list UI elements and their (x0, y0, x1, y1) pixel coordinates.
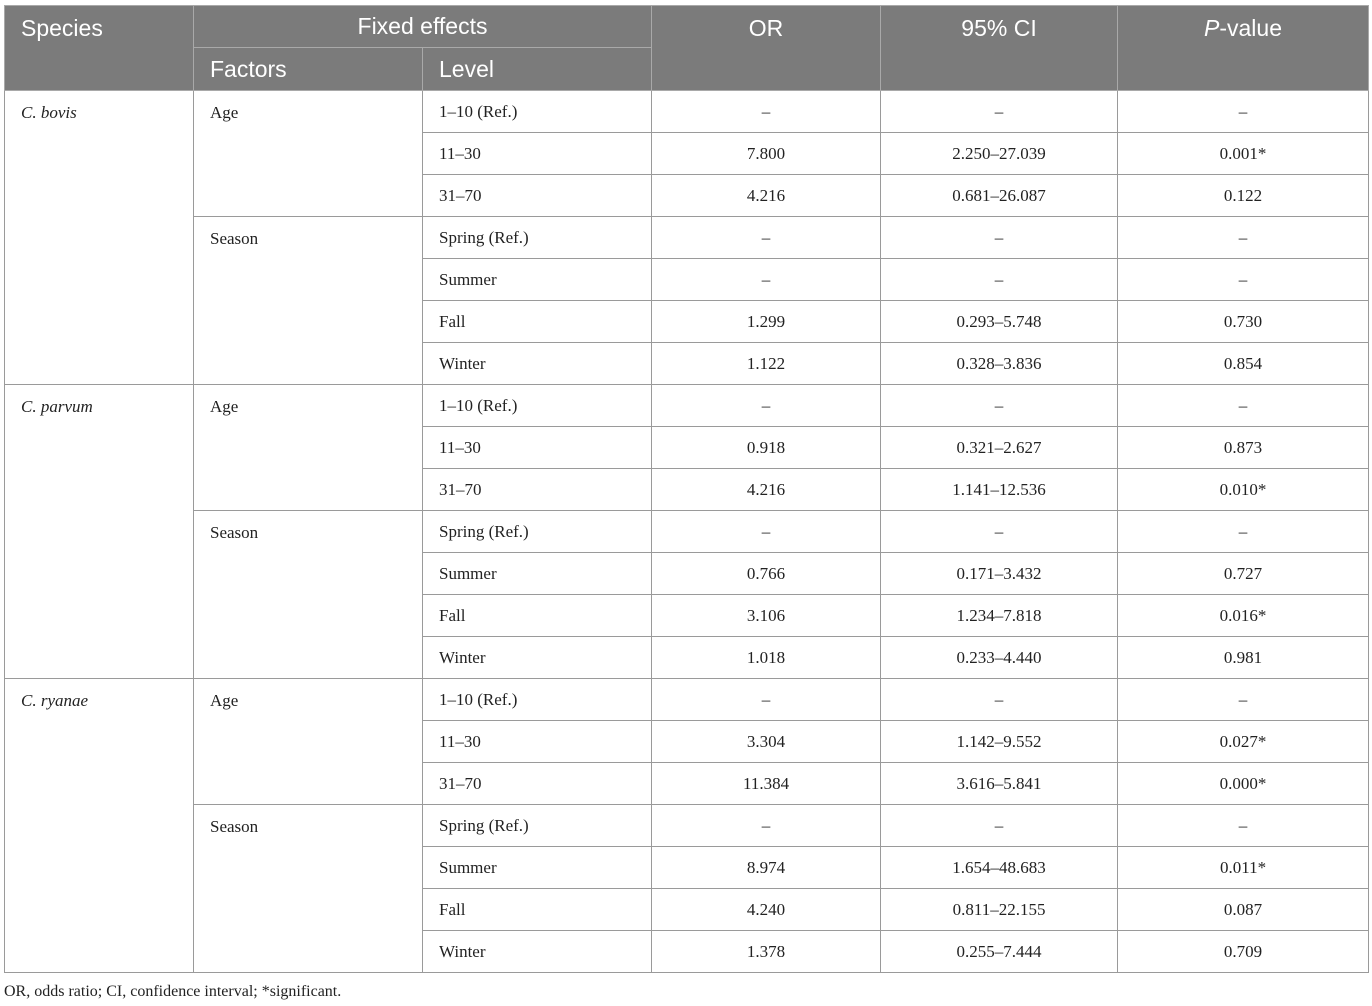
header-p-suffix: -value (1219, 15, 1283, 41)
header-p-prefix: P (1204, 15, 1220, 41)
level-cell: 11–30 (423, 427, 652, 469)
level-cell: Summer (423, 553, 652, 595)
species-cell: C. ryanae (5, 679, 194, 973)
level-cell: 31–70 (423, 175, 652, 217)
or-cell: 1.299 (652, 301, 881, 343)
p-value-cell: 0.016* (1118, 595, 1369, 637)
or-cell: 0.766 (652, 553, 881, 595)
p-value-cell: – (1118, 259, 1369, 301)
table-row (5, 679, 1369, 721)
ci-cell: 1.654–48.683 (881, 847, 1118, 889)
p-value-cell: – (1118, 385, 1369, 427)
ci-cell: 0.293–5.748 (881, 301, 1118, 343)
p-value-cell: 0.001* (1118, 133, 1369, 175)
p-value-cell: – (1118, 91, 1369, 133)
or-cell: 7.800 (652, 133, 881, 175)
level-cell: Winter (423, 931, 652, 973)
p-value-cell: – (1118, 217, 1369, 259)
table-header (5, 6, 1369, 91)
or-cell: – (652, 385, 881, 427)
level-cell: Summer (423, 847, 652, 889)
or-cell: 4.216 (652, 175, 881, 217)
species-cell: C. parvum (5, 385, 194, 679)
p-value-cell: 0.730 (1118, 301, 1369, 343)
or-cell: 0.918 (652, 427, 881, 469)
table-row (5, 511, 1369, 553)
level-cell: 1–10 (Ref.) (423, 679, 652, 721)
level-cell: 11–30 (423, 721, 652, 763)
header-or: OR (652, 6, 881, 91)
table-row (5, 805, 1369, 847)
ci-cell: 3.616–5.841 (881, 763, 1118, 805)
level-cell: Spring (Ref.) (423, 805, 652, 847)
or-cell: 3.304 (652, 721, 881, 763)
ci-cell: 1.141–12.536 (881, 469, 1118, 511)
header-p-value (1118, 6, 1369, 91)
level-cell: Winter (423, 343, 652, 385)
or-cell: – (652, 805, 881, 847)
ci-cell: 0.811–22.155 (881, 889, 1118, 931)
level-cell: Fall (423, 889, 652, 931)
p-value-cell: 0.011* (1118, 847, 1369, 889)
p-value-cell: 0.873 (1118, 427, 1369, 469)
header-ci: 95% CI (881, 6, 1118, 91)
ci-cell: – (881, 511, 1118, 553)
ci-cell: 2.250–27.039 (881, 133, 1118, 175)
ci-cell: 0.321–2.627 (881, 427, 1118, 469)
factor-cell: Season (194, 217, 423, 385)
ci-cell: 0.328–3.836 (881, 343, 1118, 385)
table-footnote: OR, odds ratio; CI, confidence interval; *significant. (4, 983, 342, 1000)
ci-cell: 1.234–7.818 (881, 595, 1118, 637)
level-cell: Spring (Ref.) (423, 217, 652, 259)
table-row (5, 385, 1369, 427)
table-row (5, 91, 1369, 133)
or-cell: 4.240 (652, 889, 881, 931)
header-species: Species (5, 6, 194, 91)
header-factors: Factors (194, 48, 423, 91)
header-fixed-effects: Fixed effects (194, 6, 652, 48)
table-row (5, 217, 1369, 259)
level-cell: Fall (423, 595, 652, 637)
or-cell: – (652, 511, 881, 553)
factor-cell: Age (194, 679, 423, 805)
or-cell: 4.216 (652, 469, 881, 511)
factor-cell: Age (194, 91, 423, 217)
level-cell: 1–10 (Ref.) (423, 91, 652, 133)
or-cell: – (652, 217, 881, 259)
ci-cell: – (881, 259, 1118, 301)
p-value-cell: 0.000* (1118, 763, 1369, 805)
p-value-cell: 0.981 (1118, 637, 1369, 679)
ci-cell: 0.171–3.432 (881, 553, 1118, 595)
p-value-cell: – (1118, 679, 1369, 721)
ci-cell: – (881, 805, 1118, 847)
level-cell: Winter (423, 637, 652, 679)
level-cell: 31–70 (423, 469, 652, 511)
p-value-cell: 0.709 (1118, 931, 1369, 973)
or-cell: 8.974 (652, 847, 881, 889)
level-cell: Summer (423, 259, 652, 301)
ci-cell: 1.142–9.552 (881, 721, 1118, 763)
p-value-cell: 0.010* (1118, 469, 1369, 511)
level-cell: Fall (423, 301, 652, 343)
results-table (4, 5, 1369, 973)
p-value-cell: – (1118, 511, 1369, 553)
level-cell: 11–30 (423, 133, 652, 175)
ci-cell: 0.681–26.087 (881, 175, 1118, 217)
ci-cell: 0.233–4.440 (881, 637, 1118, 679)
p-value-cell: 0.854 (1118, 343, 1369, 385)
p-value-cell: 0.727 (1118, 553, 1369, 595)
level-cell: 31–70 (423, 763, 652, 805)
or-cell: 1.378 (652, 931, 881, 973)
level-cell: 1–10 (Ref.) (423, 385, 652, 427)
p-value-cell: 0.027* (1118, 721, 1369, 763)
p-value-cell: 0.122 (1118, 175, 1369, 217)
p-value-cell: – (1118, 805, 1369, 847)
or-cell: 11.384 (652, 763, 881, 805)
or-cell: – (652, 91, 881, 133)
or-cell: 1.122 (652, 343, 881, 385)
factor-cell: Season (194, 511, 423, 679)
or-cell: – (652, 679, 881, 721)
table-body (5, 91, 1369, 973)
species-cell: C. bovis (5, 91, 194, 385)
level-cell: Spring (Ref.) (423, 511, 652, 553)
or-cell: 3.106 (652, 595, 881, 637)
ci-cell: – (881, 679, 1118, 721)
ci-cell: 0.255–7.444 (881, 931, 1118, 973)
header-level: Level (423, 48, 652, 91)
factor-cell: Age (194, 385, 423, 511)
factor-cell: Season (194, 805, 423, 973)
p-value-cell: 0.087 (1118, 889, 1369, 931)
ci-cell: – (881, 385, 1118, 427)
ci-cell: – (881, 91, 1118, 133)
ci-cell: – (881, 217, 1118, 259)
or-cell: 1.018 (652, 637, 881, 679)
or-cell: – (652, 259, 881, 301)
